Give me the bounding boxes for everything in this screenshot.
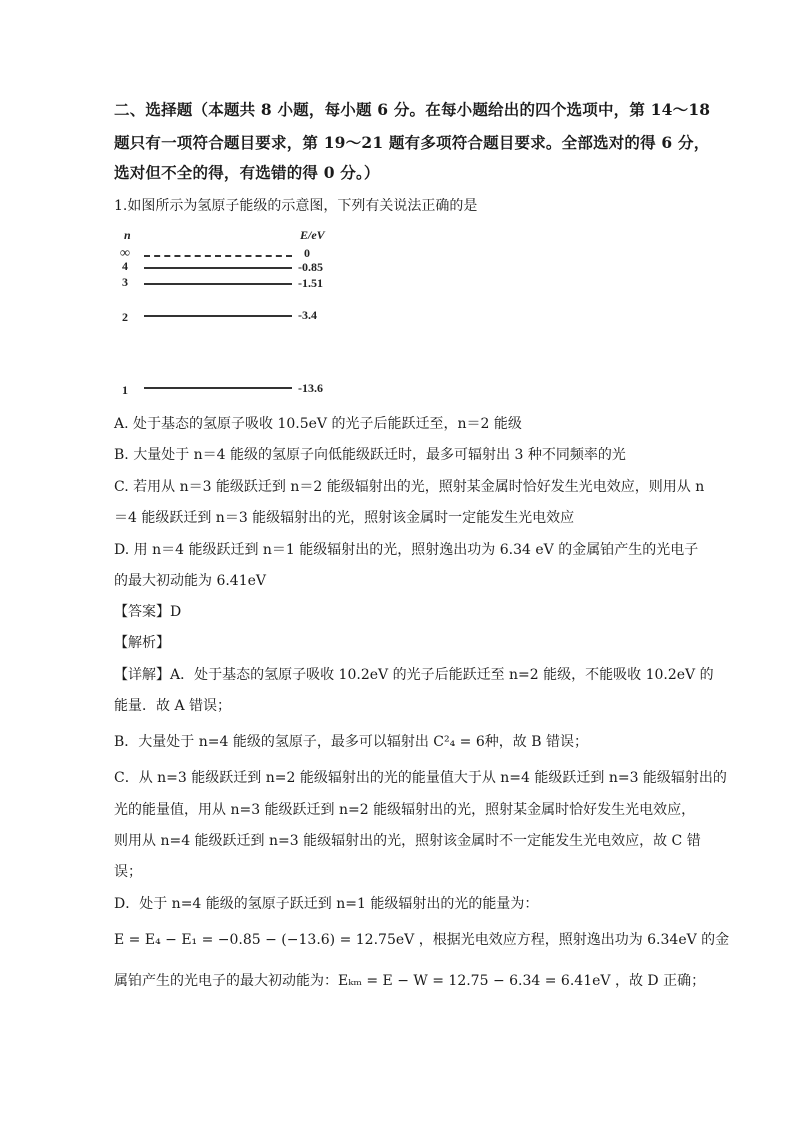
level-value-1: -13.6 [298, 381, 323, 395]
detail-a-line-1: 【详解】A．处于基态的氢原子吸收 10.2eV 的光子后能跃迁至 n=2 能级，不能吸收 10.2eV 的 [114, 667, 714, 683]
level-n-infinity: ∞ [120, 246, 130, 261]
level-line-1 [144, 387, 292, 389]
answer-label: 【答案】D [114, 604, 182, 620]
level-n-4: 4 [122, 259, 128, 273]
detail-d-line-1: D．处于 n=4 能级的氢原子跃迁到 n=1 能级辐射出的光的能量为： [114, 896, 539, 912]
energy-axis-label: E/eV [300, 228, 325, 242]
detail-a-line-2: 能量．故 A 错误； [114, 698, 232, 714]
level-n-1: 1 [122, 383, 128, 397]
level-value-3: -1.51 [298, 276, 323, 290]
option-c-line-2: ＝4 能级跃迁到 n＝3 能级辐射出的光，照射该金属时一定能发生光电效应 [114, 510, 575, 526]
level-line-4 [144, 267, 292, 269]
section-heading-line-2: 题只有一项符合题目要求，第 19～21 题有多项符合题目要求。全部选对的得 6 分， [114, 133, 710, 152]
option-c-line-1: C. 若用从 n＝3 能级跃迁到 n＝2 能级辐射出的光，照射某金属时恰好发生光电效应，则用从 n [114, 479, 705, 495]
detail-c-line-2: 光的能量值，用从 n=3 能级跃迁到 n=2 能级辐射出的光，照射某金属时恰好发生光电效应， [114, 802, 696, 818]
question-stem: 1.如图所示为氢原子能级的示意图，下列有关说法正确的是 [114, 198, 478, 214]
analysis-label: 【解析】 [114, 635, 170, 651]
option-b: B. 大量处于 n＝4 能级的氢原子向低能级跃迁时，最多可辐射出 3 种不同频率的光 [114, 447, 626, 463]
section-heading-line-1: 二、选择题（本题共 8 小题，每小题 6 分。在每小题给出的四个选项中，第 14～18 [114, 100, 711, 119]
option-d-line-2: 的最大初动能为 6.41eV [114, 573, 267, 589]
section-heading-line-3: 选对但不全的得，有选错的得 0 分。） [114, 163, 380, 182]
level-value-4: -0.85 [298, 260, 323, 274]
detail-c-line-4: 误； [114, 864, 142, 880]
level-n-3: 3 [122, 275, 128, 289]
level-line-infinity [144, 255, 292, 257]
level-line-3 [144, 283, 292, 285]
level-value-infinity: 0 [304, 246, 310, 260]
level-line-2 [144, 315, 292, 317]
detail-d-equation-line: E = E₄ − E₁ = −0.85 − (−13.6) = 12.75eV ，根据光电效应方程，照射逸出功为 6.34eV 的金 [114, 932, 730, 948]
level-n-2: 2 [122, 310, 128, 324]
level-value-2: -3.4 [298, 308, 317, 322]
option-d-line-1: D. 用 n＝4 能级跃迁到 n＝1 能级辐射出的光，照射逸出功为 6.34 eV 的金属铂产生的光电子 [114, 542, 699, 558]
detail-d-result-line: 属铂产生的光电子的最大初动能为：Eₖₘ = E − W = 12.75 − 6.34 = 6.41eV ，故 D 正确； [114, 973, 706, 989]
detail-c-line-1: C．从 n=3 能级跃迁到 n=2 能级辐射出的光的能量值大于从 n=4 能级跃迁到 n=3 能级辐射出的 [114, 770, 727, 786]
option-a: A. 处于基态的氢原子吸收 10.5eV 的光子后能跃迁至，n＝2 能级 [114, 416, 522, 432]
detail-c-line-3: 则用从 n=4 能级跃迁到 n=3 能级辐射出的光，照射该金属时不一定能发生光电效应，故 C 错 [114, 833, 701, 849]
n-axis-label: n [124, 228, 131, 242]
energy-level-diagram [114, 222, 374, 402]
detail-b: B．大量处于 n=4 能级的氢原子，最多可以辐射出 C²₄ = 6种，故 B 错误； [114, 734, 588, 750]
